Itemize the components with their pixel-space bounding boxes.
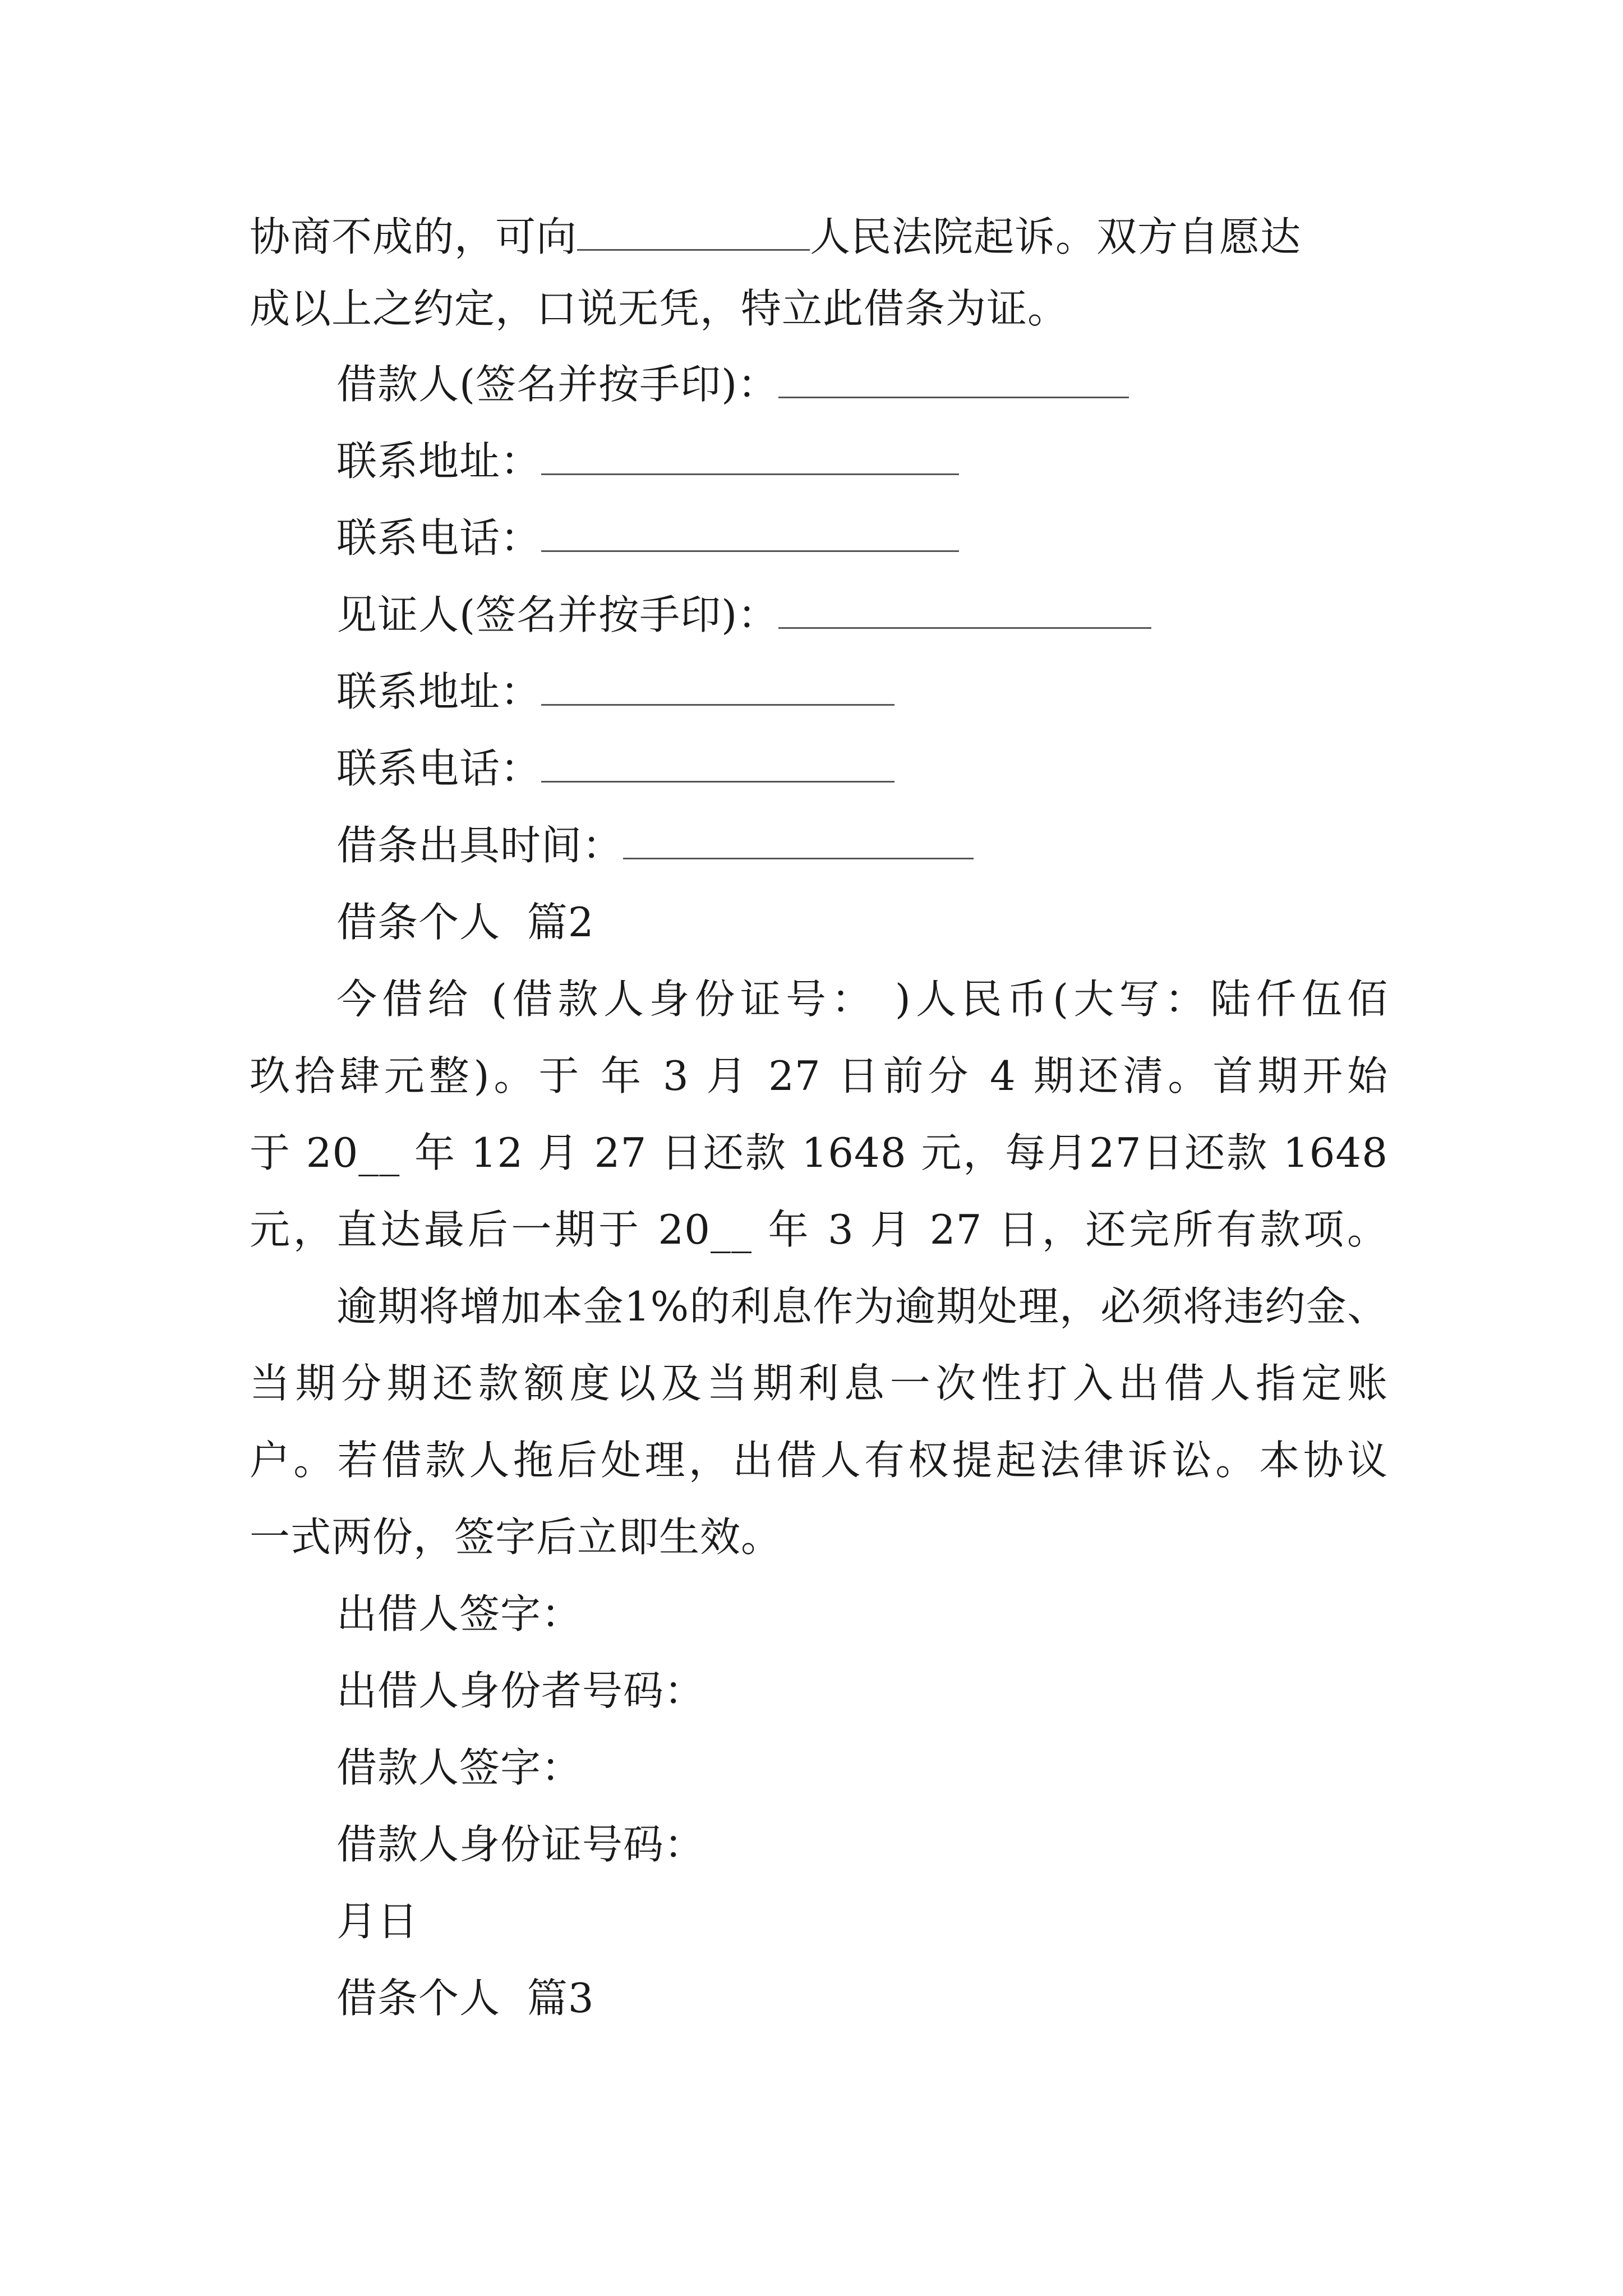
paragraph-2-line-2: 玖拾肆元整)。于 年 3 月 27 日前分 4 期还清。首期开始 xyxy=(250,1052,1388,1099)
witness-phone-blank xyxy=(541,747,895,783)
field-label: 见证人(签名并按手印)： xyxy=(336,591,779,638)
field-label: 联系地址： xyxy=(336,668,542,715)
witness-sign-blank xyxy=(778,593,1151,629)
lender-id-label: 出借人身份者号码： xyxy=(336,1667,706,1714)
field-label: 借条出具时间： xyxy=(336,822,624,869)
paragraph-3-line-2: 当期分期还款额度以及当期利息一次性打入出借人指定账 xyxy=(250,1360,1388,1407)
borrower-sign-label: 借款人签字： xyxy=(336,1744,583,1791)
field-label: 借款人(签名并按手印)： xyxy=(336,361,779,408)
section-2-heading: 借条个人 篇2 xyxy=(336,899,594,946)
paragraph-3-line-1: 逾期将增加本金1%的利息作为逾期处理，必须将违约金、 xyxy=(336,1283,1388,1330)
witness-address-blank xyxy=(541,670,895,706)
borrower-address-field xyxy=(336,433,959,489)
witness-sign-field xyxy=(336,587,1151,643)
borrower-sign-blank xyxy=(778,363,1129,398)
field-label: 联系电话： xyxy=(336,745,542,792)
witness-phone-field xyxy=(336,740,895,797)
field-label: 联系电话： xyxy=(336,514,542,562)
borrower-id-label: 借款人身份证号码： xyxy=(336,1821,706,1868)
borrower-phone-blank xyxy=(541,517,959,552)
text-segment: 人民法院起诉。双方自愿达 xyxy=(810,213,1302,260)
borrower-phone-field xyxy=(336,510,959,566)
paragraph-1-line-2: 成以上之约定，口说无凭，特立此借条为证。 xyxy=(250,285,1069,332)
field-label: 联系地址： xyxy=(336,438,542,485)
paragraph-2-line-4: 元，直达最后一期于 20__ 年 3 月 27 日，还完所有款项。 xyxy=(250,1206,1388,1253)
witness-address-field xyxy=(336,664,895,720)
paragraph-3-line-4: 一式两份，签字后立即生效。 xyxy=(250,1513,782,1561)
lender-sign-label: 出借人签字： xyxy=(336,1590,583,1637)
court-blank-line xyxy=(577,215,810,251)
issue-date-blank xyxy=(623,824,974,859)
paragraph-2-line-1: 今借给 (借款人身份证号： )人民币(大写：陆仟伍佰 xyxy=(336,976,1388,1023)
borrower-sign-field xyxy=(336,356,1129,412)
month-day-label: 月日 xyxy=(336,1898,419,1945)
section-3-heading: 借条个人 篇3 xyxy=(336,1975,594,2022)
borrower-address-blank xyxy=(541,440,959,475)
text-segment: 协商不成的，可向 xyxy=(250,213,578,260)
paragraph-3-line-3: 户。若借款人拖后处理，出借人有权提起法律诉讼。本协议 xyxy=(250,1437,1388,1484)
paragraph-1-line-1 xyxy=(250,209,1301,265)
issue-date-field xyxy=(336,817,974,873)
paragraph-2-line-3: 于 20__ 年 12 月 27 日还款 1648 元，每月27日还款 1648 xyxy=(250,1129,1388,1176)
